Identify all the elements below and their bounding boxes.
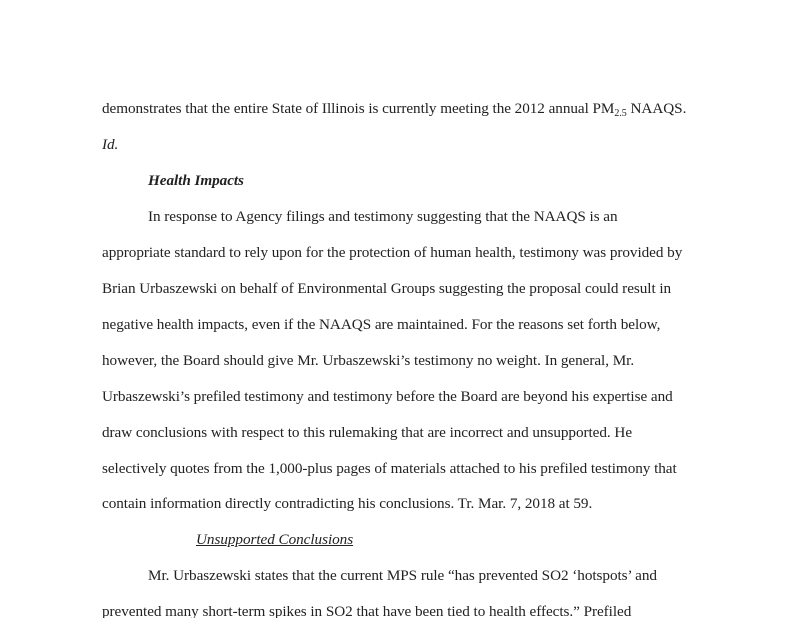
section-subheading-unsupported-conclusions: Unsupported Conclusions: [196, 531, 354, 548]
text-line-continuation: [102, 99, 686, 119]
text-line-continuation-end: NAAQS.: [626, 100, 687, 117]
paragraph-line: Urbaszewski’s prefiled testimony and testimony before the Board are beyond his expertise and: [102, 388, 673, 405]
pm-subscript: 2.5: [614, 108, 627, 119]
paragraph-line: appropriate standard to rely upon for the protection of human health, testimony was provided by: [102, 244, 683, 261]
paragraph-line: In response to Agency filings and testimony suggesting that the NAAQS is an: [148, 208, 618, 225]
citation-id: Id.: [102, 136, 119, 153]
section-heading-health-impacts: Health Impacts: [148, 172, 244, 189]
paragraph-line: negative health impacts, even if the NAAQS are maintained. For the reasons set forth below,: [102, 316, 661, 333]
paragraph-line: Brian Urbaszewski on behalf of Environmental Groups suggesting the proposal could result in: [102, 280, 672, 297]
paragraph-line: selectively quotes from the 1,000-plus pages of materials attached to his prefiled testimony that: [102, 460, 677, 477]
paragraph-line: however, the Board should give Mr. Urbaszewski’s testimony no weight. In general, Mr.: [102, 352, 635, 369]
text-line-continuation-start: demonstrates that the entire State of Illinois is currently meeting the 2012 annual PM: [102, 100, 615, 117]
paragraph-line: prevented many short-term spikes in SO2 that have been tied to health effects.” Prefiled: [102, 603, 632, 618]
paragraph-line: contain information directly contradicting his conclusions. Tr. Mar. 7, 2018 at 59.: [102, 495, 593, 512]
paragraph-line: draw conclusions with respect to this rulemaking that are incorrect and unsupported. He: [102, 424, 633, 441]
paragraph-line: Mr. Urbaszewski states that the current MPS rule “has prevented SO2 ‘hotspots’ and: [148, 567, 657, 584]
